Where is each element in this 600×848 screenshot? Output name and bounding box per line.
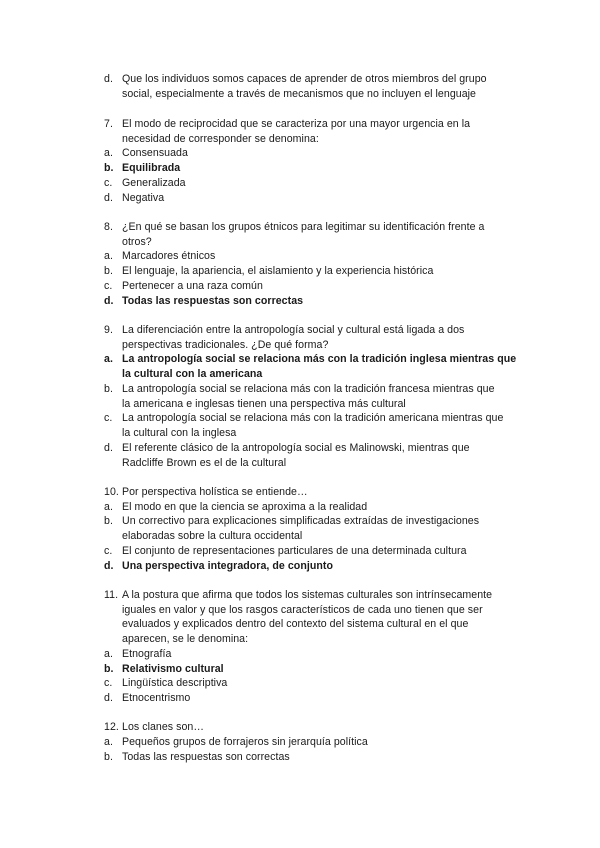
item-text: Por perspectiva holística se entiende… — [122, 486, 308, 498]
item-marker: b. — [104, 383, 113, 395]
item-marker: b. — [104, 265, 113, 277]
item-marker: d. — [104, 73, 113, 85]
item-text: Negativa — [122, 192, 165, 204]
item-marker: d. — [104, 295, 114, 307]
item-text: social, especialmente a través de mecanismos que no incluyen el lenguaje — [122, 88, 476, 100]
item-text: ¿En qué se basan los grupos étnicos para legitimar su identificación frente a — [122, 221, 485, 233]
item-marker: c. — [104, 412, 113, 424]
item-marker: a. — [104, 736, 113, 748]
item-text: aparecen, se le denomina: — [122, 633, 249, 645]
item-text: perspectivas tradicionales. ¿De qué forma? — [122, 339, 329, 351]
item-marker: 10. — [104, 486, 119, 498]
item-marker: d. — [104, 192, 113, 204]
item-marker: 11. — [104, 589, 119, 601]
item-text: La antropología social se relaciona más con la tradición francesa mientras que — [122, 383, 495, 395]
item-text: la americana e inglesas tienen una perspectiva más cultural — [122, 398, 406, 410]
item-text: otros? — [122, 236, 152, 248]
item-text: El referente clásico de la antropología social es Malinowski, mientras que — [122, 442, 470, 454]
item-marker: d. — [104, 442, 113, 454]
item-marker: d. — [104, 560, 114, 572]
item-marker: b. — [104, 515, 113, 527]
item-text: Pertenecer a una raza común — [122, 280, 263, 292]
item-text: Pequeños grupos de forrajeros sin jerarquía política — [122, 736, 368, 748]
item-text: iguales en valor y que los rasgos característicos de cada uno tienen que ser — [122, 604, 483, 616]
item-marker: a. — [104, 250, 113, 262]
item-text: necesidad de corresponder se denomina: — [122, 133, 319, 145]
correct-answer-text: Equilibrada — [122, 162, 181, 174]
item-text: Etnocentrismo — [122, 692, 191, 704]
correct-answer-text: La antropología social se relaciona más con la tradición inglesa mientras que — [122, 353, 517, 365]
item-marker: b. — [104, 162, 114, 174]
item-text: la cultural con la inglesa — [122, 427, 237, 439]
item-marker: b. — [104, 751, 113, 763]
item-text: Los clanes son… — [122, 721, 205, 733]
item-text: Lingüística descriptiva — [122, 677, 228, 689]
item-text: Que los individuos somos capaces de aprender de otros miembros del grupo — [122, 73, 487, 85]
item-marker: a. — [104, 353, 113, 365]
item-marker: a. — [104, 648, 113, 660]
item-text: Consensuada — [122, 147, 188, 159]
item-marker: a. — [104, 147, 113, 159]
item-text: A la postura que afirma que todos los sistemas culturales son intrínsecamente — [122, 589, 493, 601]
item-marker: 7. — [104, 118, 113, 130]
item-text: La antropología social se relaciona más con la tradición americana mientras que — [122, 412, 504, 424]
item-text: Un correctivo para explicaciones simplificadas extraídas de investigaciones — [122, 515, 480, 527]
item-marker: b. — [104, 663, 114, 675]
item-marker: c. — [104, 177, 113, 189]
correct-answer-text: Relativismo cultural — [122, 663, 224, 675]
item-text: El modo de reciprocidad que se caracteriza por una mayor urgencia en la — [122, 118, 471, 130]
item-text: La diferenciación entre la antropología social y cultural está ligada a dos — [122, 324, 465, 336]
correct-answer-text: Todas las respuestas son correctas — [122, 295, 304, 307]
item-text: Etnografía — [122, 648, 172, 660]
item-marker: c. — [104, 280, 113, 292]
item-marker: c. — [104, 677, 113, 689]
correct-answer-text: Una perspectiva integradora, de conjunto — [122, 560, 333, 572]
item-text: El modo en que la ciencia se aproxima a la realidad — [122, 501, 368, 513]
item-marker: 12. — [104, 721, 119, 733]
item-text: Generalizada — [122, 177, 186, 189]
item-text: El lenguaje, la apariencia, el aislamiento y la experiencia histórica — [122, 265, 434, 277]
item-marker: d. — [104, 692, 113, 704]
item-marker: 8. — [104, 221, 113, 233]
item-text: elaboradas sobre la cultura occidental — [122, 530, 303, 542]
correct-answer-text: la cultural con la americana — [122, 368, 263, 380]
item-marker: a. — [104, 501, 113, 513]
item-marker: 9. — [104, 324, 113, 336]
item-marker: c. — [104, 545, 113, 557]
item-text: Radcliffe Brown es el de la cultural — [122, 457, 287, 469]
item-text: Marcadores étnicos — [122, 250, 216, 262]
item-text: Todas las respuestas son correctas — [122, 751, 290, 763]
item-text: evaluados y explicados dentro del contexto del sistema cultural en el que — [122, 618, 469, 630]
item-text: El conjunto de representaciones particulares de una determinada cultura — [122, 545, 467, 557]
